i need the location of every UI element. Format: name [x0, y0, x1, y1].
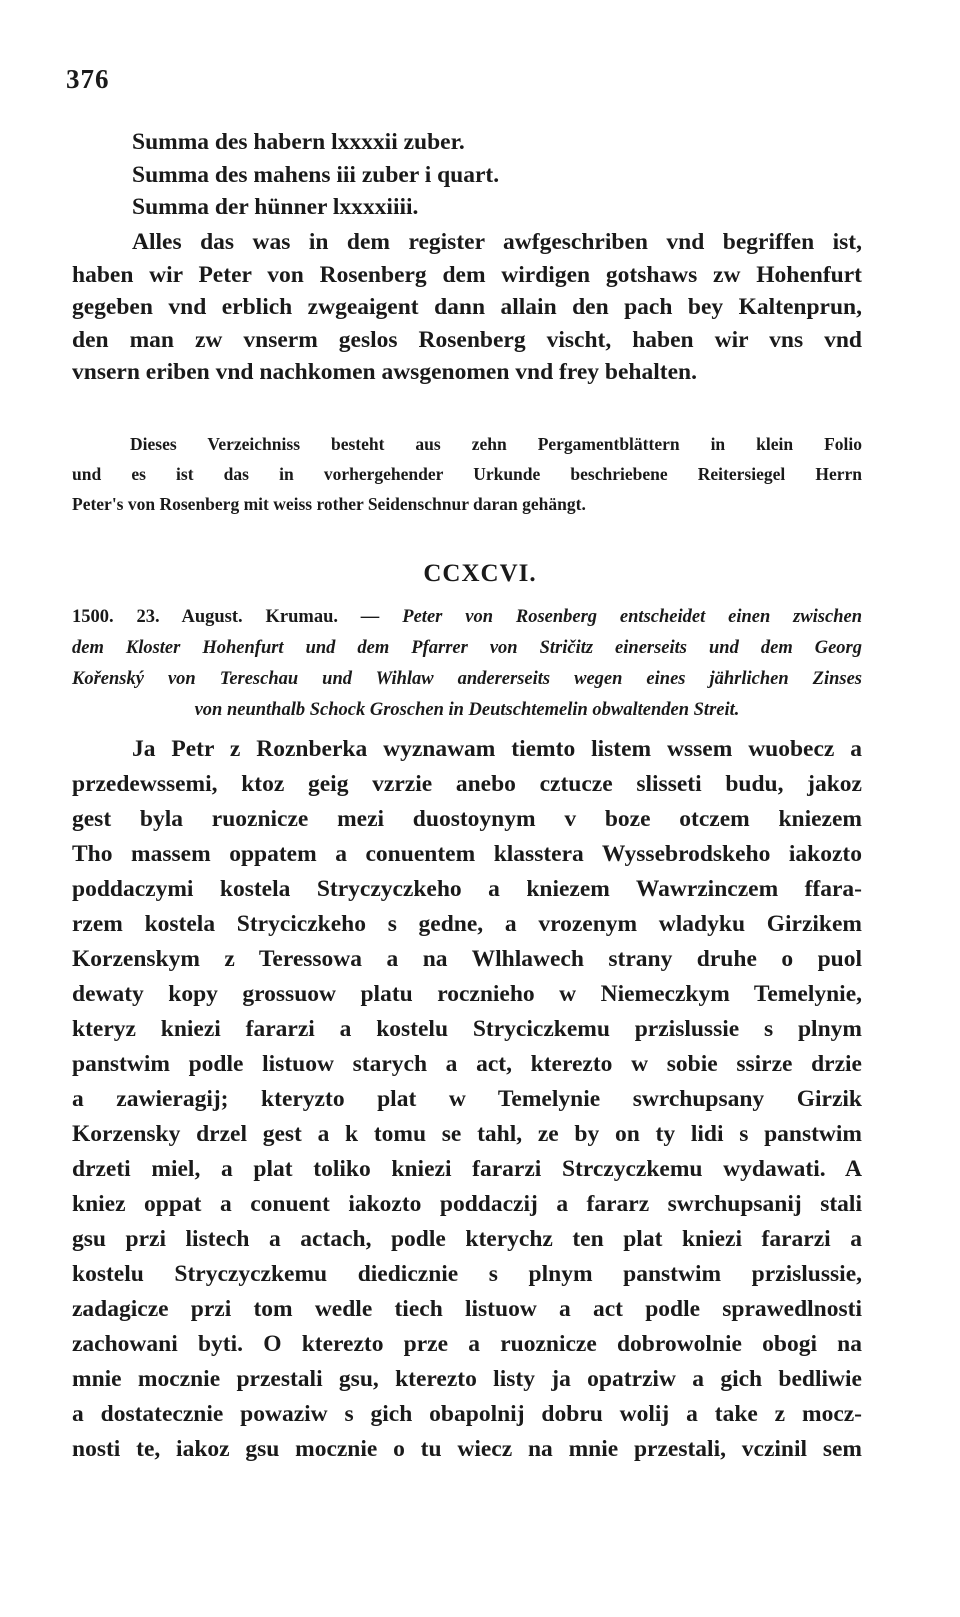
text-line: dewaty kopy grossuow platu rocznieho w Niemeczkym Temelynie, — [72, 981, 862, 1007]
text-line: nosti te, iakoz gsu mocznie o tu wiecz na mnie przestali, vczinil sem — [72, 1436, 862, 1462]
alles-paragraph — [72, 226, 862, 389]
note-line: Dieses Verzeichniss besteht aus zehn Pergamentblättern in klein Folio — [130, 434, 862, 454]
text-line: Tho massem oppatem a conuentem klasstera Wyssebrodskeho iakozto — [72, 841, 862, 867]
regest-line: dem Kloster Hohenfurt und dem Pfarrer von Stričitz einerseits und dem Georg — [72, 638, 862, 658]
text-line: a dostatecznie powaziw s gich obapolnij dobru wolij a take z mocz- — [72, 1401, 862, 1427]
text-line: a zawieragij; kteryzto plat w Temelynie swrchupsany Girzik — [72, 1086, 862, 1112]
text-line: zachowani byti. O kterezto prze a ruoznicze dobrowolnie obogi na — [72, 1331, 862, 1357]
regest-line: von neunthalb Schock Groschen in Deutschtemelin obwaltenden Streit. — [194, 700, 740, 720]
note-line: und es ist das in vorhergehender Urkunde beschriebene Reitersiegel Herrn — [72, 464, 862, 484]
summa-line: Summa des habern lxxxxii zuber. — [132, 129, 465, 155]
text-line: poddaczymi kostela Stryczyczkeho a kniezem Wawrzinczem ffara- — [72, 876, 862, 902]
paragraph-line: haben wir Peter von Rosenberg dem wirdigen gotshaws zw Hohenfurt — [72, 261, 862, 288]
text-line: mnie mocznie przestali gsu, kterezto listy ja opatrziw a gich bedliwie — [72, 1366, 862, 1392]
page-number: 376 — [66, 64, 110, 94]
text-line: kostelu Stryczyczkemu diedicznie s plnym panstwim przislussie, — [72, 1261, 862, 1287]
summa-line: Summa der hünner lxxxxiiii. — [132, 194, 419, 221]
text-line: zadagicze przi tom wedle tiech listuow a act podle sprawedlnosti — [72, 1296, 862, 1322]
regest-line: Kořenský von Tereschau und Wihlaw andererseits wegen eines jährlichen Zinses — [72, 669, 862, 689]
note-line: Peter's von Rosenberg mit weiss rother Seidenschnur daran gehängt. — [72, 494, 586, 514]
text-line: gest byla ruoznicze mezi duostoynym v boze otczem kniezem — [72, 806, 862, 832]
text-line: panstwim podle listuow starych a act, kterezto w sobie ssirze drzie — [72, 1051, 862, 1077]
regest-block — [72, 602, 862, 726]
text-line: kteryz kniezi fararzi a kostelu Stryciczkemu przislussie s plnym — [72, 1016, 862, 1042]
text-line: Ja Petr z Roznberka wyznawam tiemto listem wssem wuobecz a — [132, 736, 862, 762]
main-text — [72, 732, 862, 1467]
paragraph-line: vnsern eriben vnd nachkomen awsgenomen vnd frey behalten. — [72, 359, 697, 386]
text-line: Korzensky drzel gest a k tomu se tahl, ze by on ty lidi s panstwim — [72, 1121, 862, 1147]
text-line: kniez oppat a conuent iakozto poddaczij a fararz swrchupsanij stali — [72, 1191, 862, 1217]
text-line: rzem kostela Stryciczkeho s gedne, a vrozenym wladyku Girzikem — [72, 911, 862, 937]
text-line: przedewssemi, ktoz geig vzrzie anebo cztucze slisseti budu, jakoz — [72, 771, 862, 797]
editorial-note — [72, 429, 862, 519]
text-line: drzeti miel, a plat toliko kniezi fararzi Strczyczkemu wydawati. A — [72, 1156, 862, 1182]
regest-line — [72, 602, 862, 633]
document-number-heading: CCXCVI. — [423, 560, 537, 587]
paragraph-line: gegeben vnd erblich zwgeaigent dann allain den pach bey Kaltenprun, — [72, 294, 862, 321]
text-line: gsu przi listech a actach, podle kterychz ten plat kniezi fararzi a — [72, 1226, 862, 1252]
summa-block — [132, 126, 922, 224]
paragraph-line: den man zw vnserm geslos Rosenberg vischt, haben wir vns vnd — [72, 326, 862, 353]
paragraph-line: Alles das was in dem register awfgeschriben vnd begriffen ist, — [132, 229, 862, 255]
text-line: Korzenskym z Teressowa a na Wlhlawech strany druhe o puol — [72, 946, 862, 972]
summa-line: Summa des mahens iii zuber i quart. — [132, 161, 500, 188]
regest-line-text: — Peter von Rosenberg entscheidet einen zwischen — [360, 607, 863, 627]
regest-date-place: 1500. 23. August. Krumau. — [72, 607, 339, 627]
